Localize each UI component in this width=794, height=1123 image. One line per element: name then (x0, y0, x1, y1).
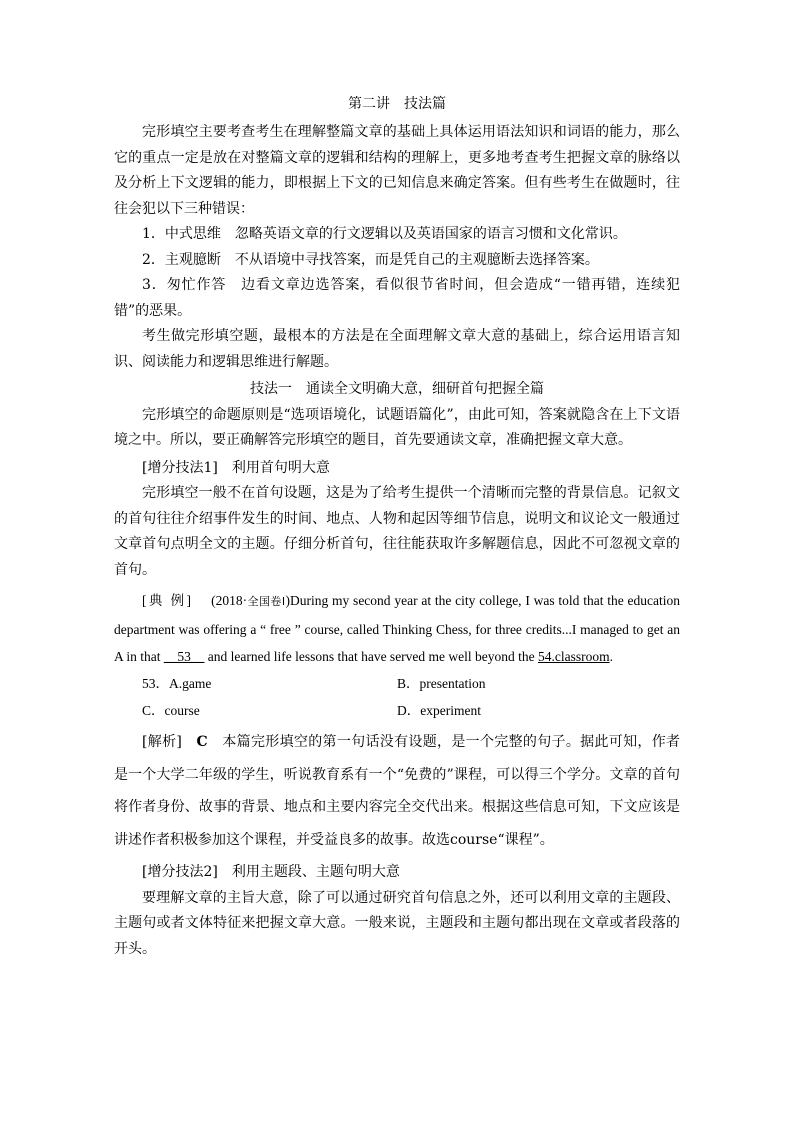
sub-technique-1-paragraph: 完形填空一般不在首句设题，这是为了给考生提供一个清晰而完整的背景信息。记叙文的首句往往介绍事件发生的时间、地点、人物和起因等细节信息，说明文和议论文一般通过文章首句点明全文的主题。仔细分析首句，往往能获取许多解题信息，因此不可忽视文章的首句。 (114, 485, 680, 578)
options-row-2 (114, 697, 680, 724)
technique-paragraph: 完形填空的命题原则是“选项语境化，试题语篇化”，由此可知，答案就隐含在上下文语境之中。所以，要正确解答完形填空的题目，首先要通读文章，准确把握文章大意。 (114, 406, 680, 448)
error-term: 中式思维 (164, 226, 221, 242)
analysis-label: [解析] (142, 734, 182, 750)
options-row-1 (114, 670, 680, 697)
example-label: [典 例] (142, 593, 194, 608)
sub-technique-tag: [增分技法1] (142, 459, 218, 476)
question-53-option-a: 53．A.game (142, 676, 212, 691)
question-53-option-b: B．presentation (397, 676, 486, 691)
sub-technique-2-heading (114, 860, 680, 886)
sub-technique-2-paragraph: 要理解文章的主旨大意，除了可以通过研究首句信息之外，还可以利用文章的主题段、主题句或者文体特征来把握文章大意。一般来说，主题段和主题句都出现在文章或者段落的开头。 (114, 889, 680, 957)
intro-paragraph: 完形填空主要考查考生在理解整篇文章的基础上具体运用语法知识和词语的能力，那么它的重点一定是放在对整篇文章的逻辑和结构的理解上，更多地考查考生把握文章的脉络以及分析上下文逻辑的能力，即根据上下文的已知信息来确定答案。但有些考生在做题时，往往会犯以下三种错误： (114, 124, 680, 217)
advice-paragraph: 考生做完形填空题，最根本的方法是在全面理解文章大意的基础上，综合运用语言知识、阅读能力和逻辑思维进行解题。 (114, 328, 680, 370)
sub-technique-tag: [增分技法2] (142, 864, 218, 880)
answer-letter: C (196, 734, 208, 750)
error-item-1: 1．中式思维 忽略英语文章的行文逻辑以及英语国家的语言习惯和文化常识。 (142, 226, 627, 242)
analysis-paragraph: [解析] C 本篇完形填空的第一句话没有设题，是一个完整的句子。据此可知，作者是一个大学二年级的学生，听说教育系有一个“免费的”课程，可以得三个学分。文章的首句将作者身份、故事的背景、地点和主要内容完全交代出来。根据这些信息可知，下文应该是讲述作者积极参加这个课程，并受益良多的故事。故选course“课程”。 (114, 734, 681, 848)
sub-technique-label: 利用主题段、主题句明大意 (231, 864, 400, 880)
document-page (114, 94, 680, 962)
answer-word: course (450, 831, 498, 848)
sub-technique-1-heading (114, 456, 680, 482)
blank-54: 54.classroom (538, 649, 610, 664)
example-passage: [典 例] (2018·全国卷Ⅰ)During my second year at the city college, I was told that the education department was offering a “ free ” course, called Thinking Chess, for three credits...I managed to get an A in that __53__ and learned life lessons that have served me well beyond the 54.classroom. (114, 593, 681, 664)
error-item-3: 3．匆忙作答 边看文章边选答案，看似很节省时间，但会造成“一错再错，连续犯错”的恶果。 (114, 277, 680, 319)
example-source: 全国卷Ⅰ (247, 596, 286, 608)
error-term: 匆忙作答 (166, 277, 227, 293)
question-53-option-c: C．course (142, 703, 200, 718)
error-item-2: 2．主观臆断 不从语境中寻找答案，而是凭自己的主观臆断去选择答案。 (142, 251, 599, 268)
error-term: 主观臆断 (164, 251, 221, 268)
sub-technique-label: 利用首句明大意 (231, 459, 330, 476)
blank-53: __53__ (163, 649, 205, 664)
technique-heading: 技法一 通读全文明确大意，细研首句把握全篇 (250, 381, 544, 397)
question-53-option-d: D．experiment (397, 703, 481, 718)
page-title: 第二讲 技法篇 (348, 96, 446, 112)
